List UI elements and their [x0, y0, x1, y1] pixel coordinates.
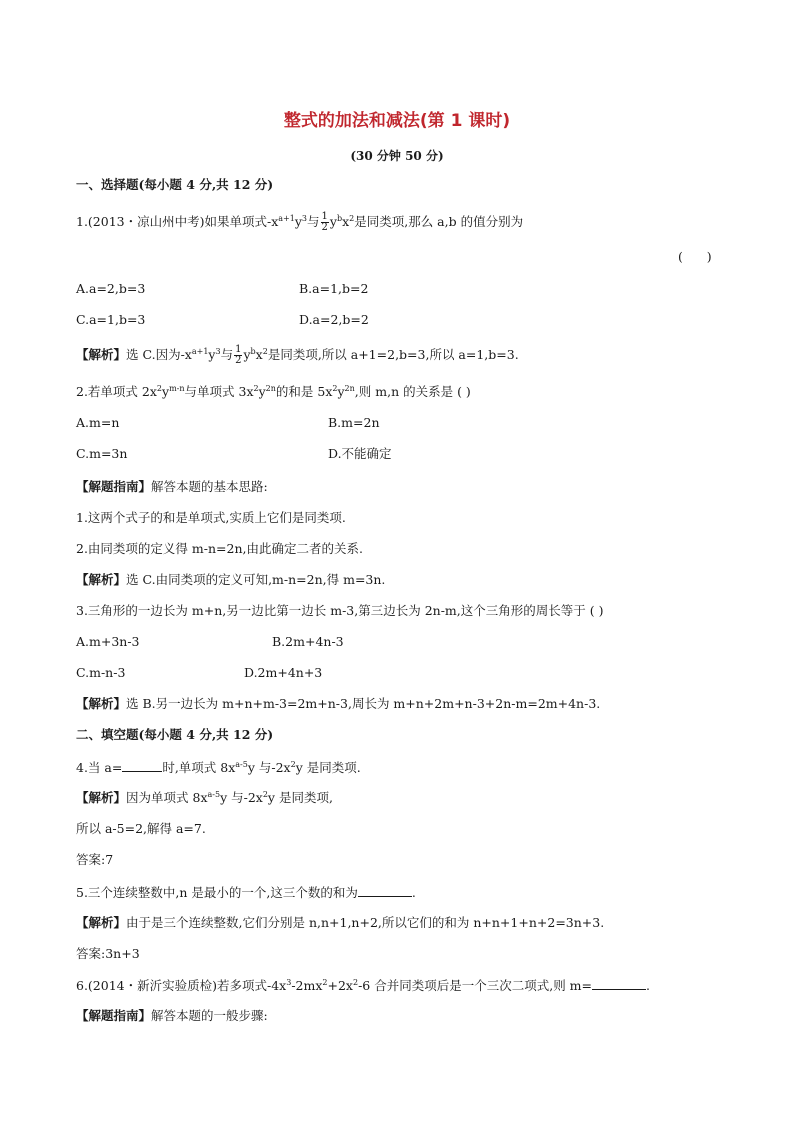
q2-option-c: C.m=3n [76, 446, 128, 461]
q1-option-c: C.a=1,b=3 [76, 312, 146, 327]
q1-analysis: 【解析】选 C.因为$-x^{a+1}y^3$与 $\frac{1}{2}$ $y^bx^2$是同类项,所以 a+1=2,b=3,所以 a=1,b=3. [76, 344, 519, 366]
fraction: $\frac{1}{2}$ [321, 211, 328, 233]
q3-option-d: D.2m+4n+3 [244, 665, 323, 680]
q5-analysis: 【解析】由于是三个连续整数,它们分别是 n,n+1,n+2,所以它们的和为 n+n+1+n+2=3n+3. [76, 915, 605, 930]
q4-analysis-line-2: 所以 a-5=2,解得 a=7. [76, 821, 206, 836]
question-3: 3.三角形的一边长为 m+n,另一边比第一边长 m-3,第三边长为 2n-m,这个三角形的周长等于 ( ) [76, 603, 604, 618]
question-1: 1.(2013・凉山州中考)如果单项式$-x^{a+1}y^3$与 $\frac{1}{2}$ $y^bx^2$是同类项,那么 a,b 的值分别为 [76, 211, 524, 233]
fraction: $\frac{1}{2}$ [235, 344, 242, 366]
q3-option-c: C.m-n-3 [76, 665, 126, 680]
q3-option-a: A.m+3n-3 [76, 634, 140, 649]
q3-option-b: B.2m+4n-3 [272, 634, 344, 649]
q2-guide-step-2: 2.由同类项的定义得 m-n=2n,由此确定二者的关系. [76, 541, 363, 556]
answer-blank[interactable] [358, 884, 412, 897]
q1-option-a: A.a=2,b=3 [76, 281, 146, 296]
answer-blank[interactable] [592, 977, 646, 990]
section-heading-fill: 二、填空题(每小题 4 分,共 12 分) [76, 727, 274, 742]
answer-bracket: ( ) [678, 249, 712, 264]
q2-analysis: 【解析】选 C.由同类项的定义可知,m-n=2n,得 m=3n. [76, 572, 386, 587]
q4-analysis: 【解析】因为单项式 $8x^{a-5}y$ 与$-2x^2y$ 是同类项, [76, 790, 333, 805]
q2-option-d: D.不能确定 [328, 446, 392, 461]
q2-guide: 【解题指南】解答本题的基本思路: [76, 479, 268, 494]
question-4: 4.当 a= 时,单项式 $8x^{a-5}y$ 与$-2x^2y$ 是同类项. [76, 760, 361, 775]
q6-guide: 【解题指南】解答本题的一般步骤: [76, 1008, 268, 1023]
q2-option-b: B.m=2n [328, 415, 380, 430]
q2-guide-step-1: 1.这两个式子的和是单项式,实质上它们是同类项. [76, 510, 346, 525]
page-subtitle: (30 分钟 50 分) [350, 149, 444, 163]
q1-option-d: D.a=2,b=2 [299, 312, 369, 327]
q3-analysis: 【解析】选 B.另一边长为 m+n+m-3=2m+n-3,周长为 m+n+2m+n-3+2n-m=2m+4n-3. [76, 696, 601, 711]
q5-answer: 答案:3n+3 [76, 946, 140, 961]
page-title: 整式的加法和减法(第 1 课时) [283, 111, 511, 131]
q4-answer: 答案:7 [76, 852, 114, 867]
question-2: 2.若单项式 $2x^2y^{m-n}$与单项式 $3x^2y^{2n}$的和是 $5x^2y^{2n}$,则 m,n 的关系是 ( ) [76, 384, 471, 399]
section-heading-choice: 一、选择题(每小题 4 分,共 12 分) [76, 177, 274, 192]
question-5: 5.三个连续整数中,n 是最小的一个,这三个数的和为 . [76, 885, 416, 900]
q1-option-b: B.a=1,b=2 [299, 281, 369, 296]
q2-option-a: A.m=n [76, 415, 120, 430]
answer-blank[interactable] [122, 759, 162, 772]
question-6: 6.(2014・新沂实验质检)若多项式$-4x^3-2mx^2+2x^2-6$ 合并同类项后是一个三次二项式,则 m= . [76, 978, 650, 993]
